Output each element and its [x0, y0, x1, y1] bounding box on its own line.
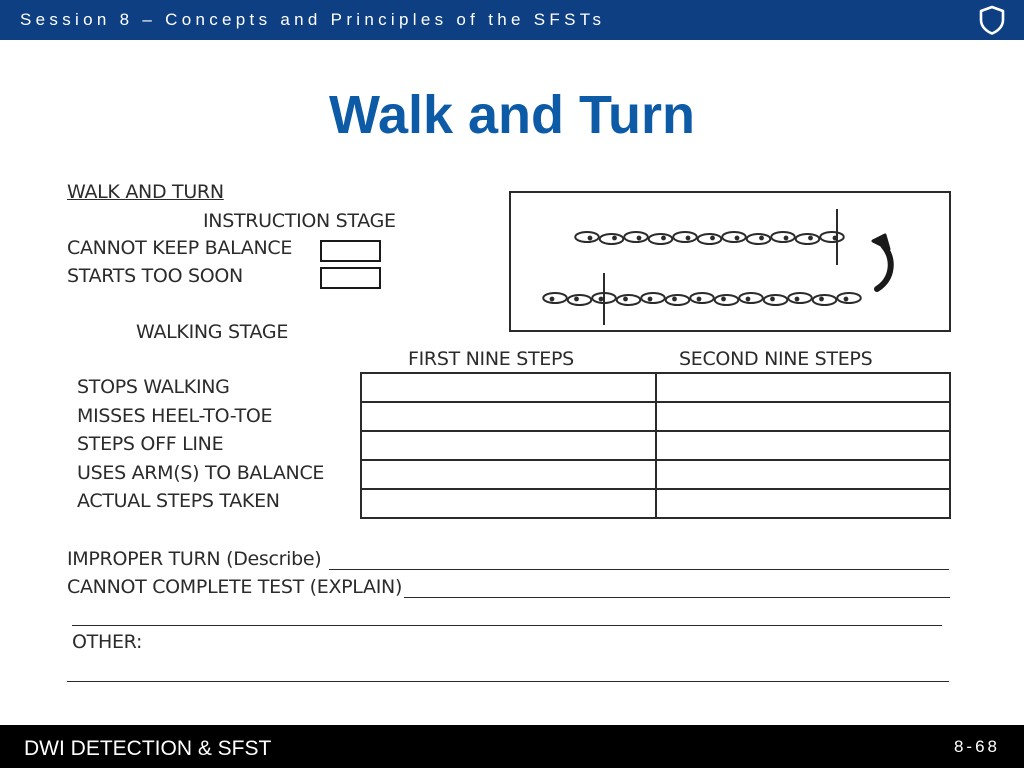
improper-turn-line[interactable] [329, 569, 949, 570]
page-title: Walk and Turn [328, 85, 695, 145]
cannot-complete-line[interactable] [404, 597, 950, 598]
row-label-actual-steps: ACTUAL STEPS TAKEN [77, 490, 280, 512]
first-nine-steps-header: FIRST NINE STEPS [408, 348, 574, 370]
grid-cell[interactable] [656, 460, 951, 489]
starts-too-soon-label: STARTS TOO SOON [67, 265, 243, 287]
other-line[interactable] [67, 681, 949, 682]
starts-too-soon-checkbox[interactable] [320, 267, 381, 289]
grid-cell[interactable] [656, 431, 951, 460]
grid-cell[interactable] [361, 373, 656, 402]
page-number: 8-68 [953, 737, 1000, 756]
row-label-misses-heel-to-toe: MISSES HEEL-TO-TOE [77, 405, 273, 427]
footer-course-title: DWI DETECTION & SFST [24, 737, 272, 760]
improper-turn-label: IMPROPER TURN (Describe) [67, 548, 322, 570]
grid-cell[interactable] [656, 373, 951, 402]
other-label: OTHER: [72, 631, 143, 653]
table-row [361, 460, 950, 489]
row-label-steps-off-line: STEPS OFF LINE [77, 433, 224, 455]
form-heading: WALK AND TURN [67, 181, 224, 203]
table-row [361, 489, 950, 518]
cannot-complete-label: CANNOT COMPLETE TEST (EXPLAIN) [67, 576, 403, 598]
cannot-keep-balance-label: CANNOT KEEP BALANCE [67, 237, 293, 259]
grid-cell[interactable] [361, 489, 656, 518]
row-label-uses-arms: USES ARM(S) TO BALANCE [77, 462, 325, 484]
table-row [361, 431, 950, 460]
blank-line[interactable] [72, 625, 942, 626]
second-nine-steps-header: SECOND NINE STEPS [679, 348, 873, 370]
table-row [361, 373, 950, 402]
instruction-stage-label: INSTRUCTION STAGE [203, 210, 396, 232]
grid-cell[interactable] [361, 460, 656, 489]
grid-cell[interactable] [656, 489, 951, 518]
cannot-keep-balance-checkbox[interactable] [320, 240, 381, 262]
footprints-diagram-icon [511, 193, 949, 330]
walk-line-diagram [509, 191, 951, 332]
turn-arrow-icon [873, 235, 891, 289]
grid-cell[interactable] [361, 402, 656, 431]
table-row [361, 402, 950, 431]
grid-cell[interactable] [656, 402, 951, 431]
steps-grid [360, 372, 951, 519]
footer-bar [0, 725, 1024, 768]
walking-stage-label: WALKING STAGE [136, 321, 289, 343]
grid-cell[interactable] [361, 431, 656, 460]
row-label-stops-walking: STOPS WALKING [77, 376, 230, 398]
session-title: Session 8 – Concepts and Principles of the SFSTs [20, 10, 606, 29]
